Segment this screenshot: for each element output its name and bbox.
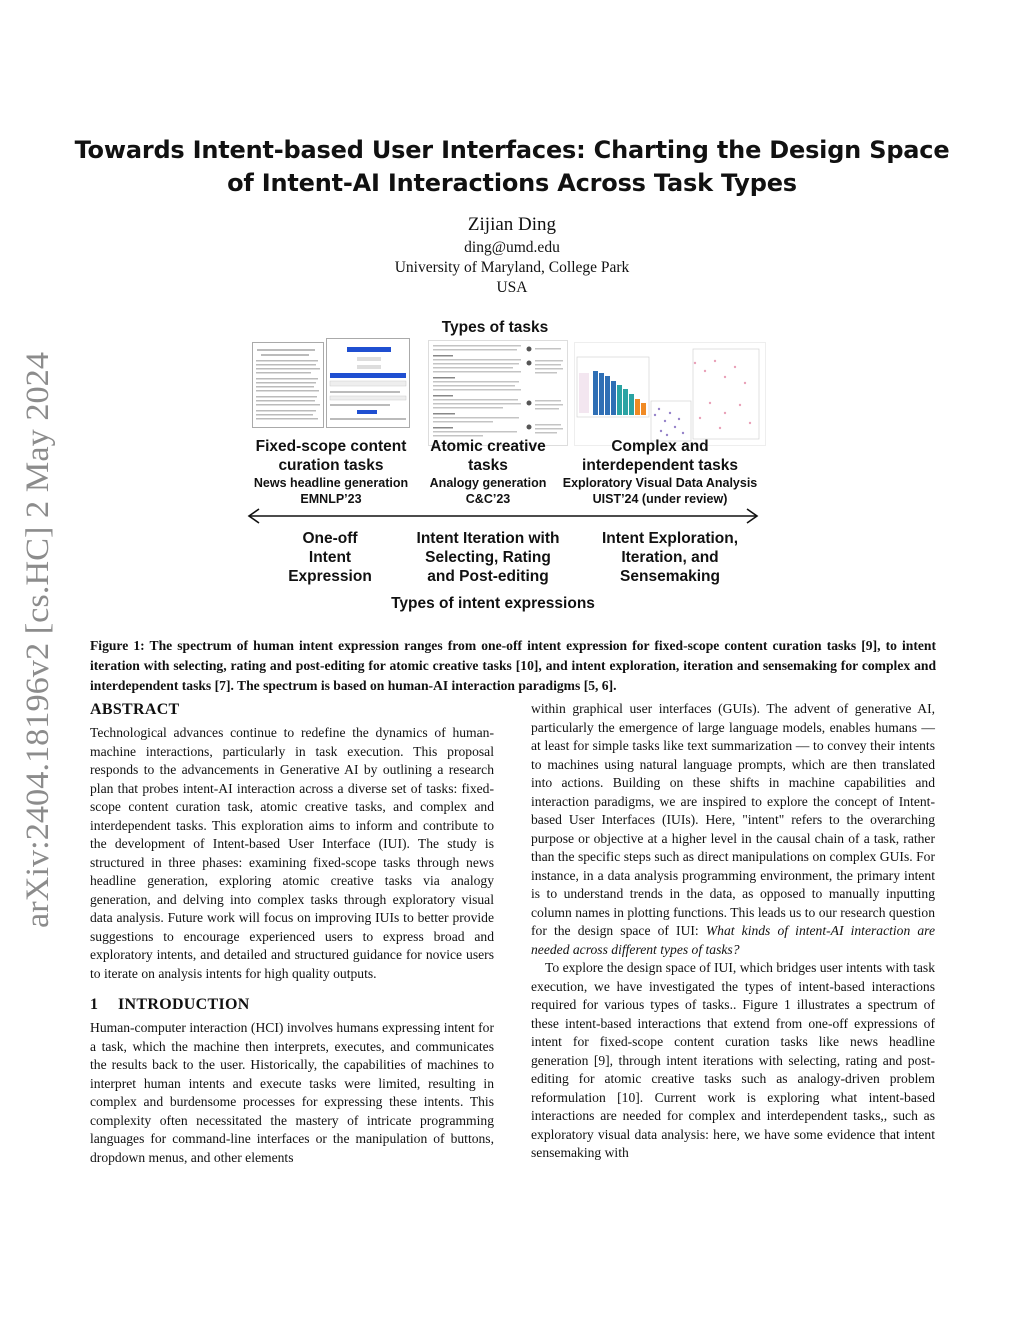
task-title: Atomic creative tasks bbox=[430, 438, 546, 474]
intro-paragraph-2: To explore the design space of IUI, which bridges user intents with task execution, we have investigated the types of intent-based interactions required for various types of tasks.. Figure 1 illustrates a spectrum of these intent-based interactions that extend from one-off expressions of intent for fixed-scope content curation tasks like news headline generation [9], through intent iterations with selecting, rating and post-editing for atomic creative tasks such as analogy-driven problem reformulation [10]. Current work is exploring what intent-based interactions are needed for complex and interdependent tasks,, such as exploratory visual data analysis: here, we have some evidence that intent sensemaking with bbox=[531, 960, 935, 1160]
task-subtitle: Analogy generation bbox=[429, 476, 547, 490]
news-headline-ui-screenshot bbox=[326, 338, 410, 428]
task-atomic-creative bbox=[426, 437, 550, 507]
research-question: What kinds of intent-AI interaction are needed across different types of tasks? bbox=[531, 923, 935, 957]
task-venue: C&C’23 bbox=[465, 492, 511, 506]
figure-top-label: Types of tasks bbox=[441, 319, 549, 336]
abstract-heading: ABSTRACT bbox=[90, 701, 180, 718]
section-title: INTRODUCTION bbox=[118, 996, 250, 1013]
figure-1 bbox=[240, 315, 770, 620]
intent-iteration: Intent Iteration with Selecting, Rating and Post-editing bbox=[416, 530, 560, 585]
task-venue: EMNLP’23 bbox=[300, 492, 362, 506]
author-name: Zijian Ding bbox=[467, 214, 557, 235]
right-column bbox=[531, 700, 935, 1163]
task-complex bbox=[560, 437, 760, 507]
abstract-text: Technological advances continue to redefine the dynamics of human-machine interactions, particularly in task execution. This proposal responds to the advancements in Generative AI by outlining a research plan that probes intent-AI interaction across a diverse set of tasks: fixed-scope content curation task, atomic creative tasks, and complex and interdependent tasks. This exploration aims to inform and contribute to the development of Intent-based User Interface (IUI). The study is structured in three phases: examining fixed-scope tasks through news headline generation, exploring atomic creative tasks via analogy generation, and delving into complex tasks through exploratory visual data analysis. Future work will focus on improving IUIs to better provide suggestions to encourage experienced users to express broad and exploratory intents, and detailed and structured guidance for novice users to iterate on analysis intents for high quality outputs. bbox=[90, 725, 494, 981]
figure-caption: Figure 1: The spectrum of human intent expression ranges from one-off intent expression for fixed-scope content curation tasks [9], to intent iteration with selecting, rating and post-editing for atomic creative tasks [10], and intent exploration, iteration and sensemaking for complex and interdependent tasks [7]. The spectrum is based on human-AI interaction paradigms [5, 6]. bbox=[90, 638, 936, 693]
section-number: 1 bbox=[90, 996, 99, 1013]
intent-one-off: One-off Intent Expression bbox=[288, 530, 372, 585]
arxiv-stamp bbox=[8, 350, 60, 932]
arxiv-id: arXiv:2404.18196v2 [cs.HC] 2 May 2024 bbox=[20, 374, 56, 928]
task-subtitle: News headline generation bbox=[253, 476, 409, 490]
author-country: USA bbox=[496, 279, 528, 296]
author-email: ding@umd.edu bbox=[464, 239, 560, 256]
figure-bottom-label: Types of intent expressions bbox=[391, 595, 595, 612]
analogy-generation-screenshot bbox=[428, 340, 568, 446]
task-fixed-scope bbox=[240, 437, 422, 507]
left-column bbox=[90, 700, 494, 1167]
visual-data-analysis-screenshot bbox=[574, 342, 766, 446]
intro-paragraph-1: Human-computer interaction (HCI) involves humans expressing intent for a task, which the machine then interprets, executes, and communicates the results back to the user. Historically, the capabilities of machines to interpret human intents and execute tasks were limited, resulting in complex and burdensome processes for expressing these intents. This complexity often necessitated the mastery of intricate programming languages for command-line interfaces or the manipulation of buttons, dropdown menus, and other elements bbox=[90, 1020, 494, 1165]
task-subtitle: Exploratory Visual Data Analysis bbox=[562, 476, 758, 490]
news-headline-screenshot bbox=[252, 342, 324, 428]
task-venue: UIST’24 (under review) bbox=[592, 492, 728, 506]
task-title: Fixed-scope content curation tasks bbox=[255, 438, 407, 474]
author-block bbox=[0, 212, 1024, 298]
spectrum-arrow bbox=[246, 507, 760, 525]
introduction-heading bbox=[90, 995, 494, 1015]
task-title: Complex and interdependent tasks bbox=[582, 438, 738, 474]
intent-exploration: Intent Exploration, Iteration, and Sensemaking bbox=[601, 530, 739, 585]
author-affiliation: University of Maryland, College Park bbox=[394, 259, 630, 276]
intro-paragraph-1-continued: within graphical user interfaces (GUIs). The advent of generative AI, particularly the emergence of large language models, enables humans — at least for simple tasks like text summarization — to convey their intents to machines using natural language prompts, which are then translated into actions. Building on these shifts in machine capabilities and interaction paradigms, we are inspired to explore the concept of Intent-based User Interfaces (IUIs). Here, "intent" refers to the overarching purpose or objective at a higher level in the causal chain of a task, rather than the specific steps such as direct manipulations on complex GUIs. For instance, in a data analysis programming environment, the primary intent is to understand trends in the data, as opposed to manually inputting column names in plotting functions. This leads us to our research question for the design space of IUI: bbox=[531, 701, 935, 938]
paper-title: Towards Intent-based User Interfaces: Charting the Design Space of Intent-AI Interactions Across Task Types bbox=[74, 136, 950, 197]
